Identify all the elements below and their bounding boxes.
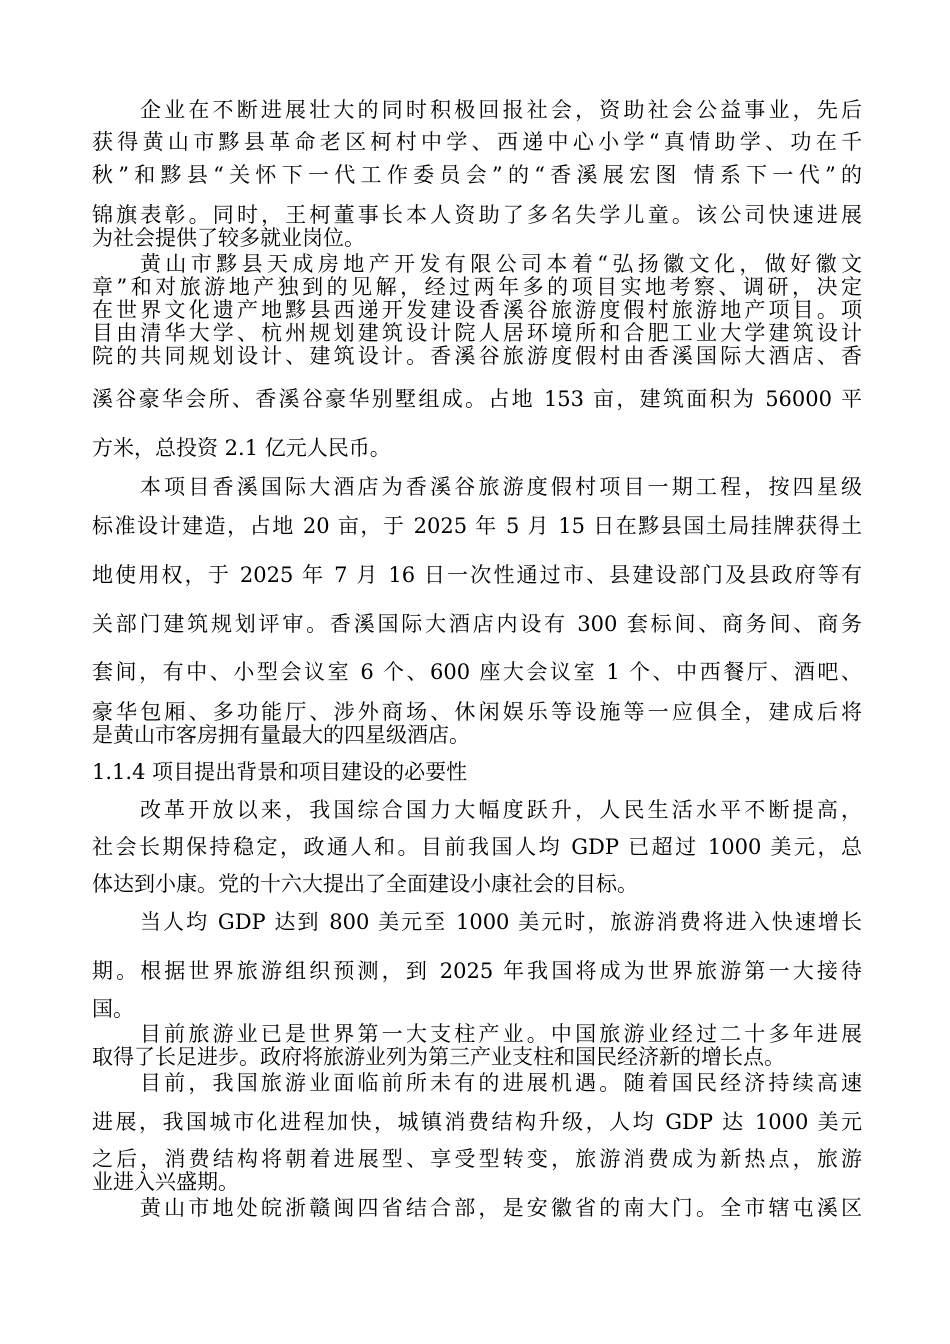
text-line: 秋”和黟县“关怀下一代工作委员会”的“香溪展宏图 情系下一代”的 [92, 163, 862, 187]
section-heading: 1.1.4 项目提出背景和项目建设的必要性 [92, 760, 468, 784]
text-line: 黄山市地处皖浙赣闽四省结合部，是安徽省的南大门。全市辖屯溪区 [140, 1196, 862, 1220]
text-line: 社会长期保持稳定，政通人和。目前我国人均 GDP 已超过 1000 美元，总 [92, 835, 862, 859]
text-line: 黄山市黟县天成房地产开发有限公司本着“弘扬徽文化，做好徽文 [140, 252, 862, 276]
text-line: 在世界文化遗产地黟县西递开发建设香溪谷旅游度假村旅游地产项目。项 [92, 298, 862, 322]
text-line: 院的共同规划设计、建筑设计。香溪谷旅游度假村由香溪国际大酒店、香 [92, 344, 862, 368]
text-line: 体达到小康。党的十六大提出了全面建设小康社会的目标。 [92, 872, 638, 896]
text-line: 是黄山市客房拥有量最大的四星级酒店。 [92, 723, 470, 747]
text-line: 国。 [92, 997, 134, 1021]
text-line: 标准设计建造，占地 20 亩，于 2025 年 5 月 15 日在黟县国土局挂牌获得土 [92, 514, 862, 538]
text-line: 本项目香溪国际大酒店为香溪谷旅游度假村项目一期工程，按四星级 [140, 475, 862, 499]
text-line: 期。根据世界旅游组织预测，到 2025 年我国将成为世界旅游第一大接待 [92, 959, 862, 983]
text-line: 锦旗表彰。同时，王柯董事长本人资助了多名失学儿童。该公司快速进展 [92, 203, 862, 227]
text-line: 目前，我国旅游业面临前所未有的进展机遇。随着国民经济持续高速 [140, 1071, 862, 1095]
text-line: 溪谷豪华会所、香溪谷豪华别墅组成。占地 153 亩，建筑面积为 56000 平 [92, 387, 862, 411]
text-line: 章”和对旅游地产独到的见解，经过两年多的项目实地考察、调研，决定 [92, 275, 862, 299]
text-line: 取得了长足进步。政府将旅游业列为第三产业支柱和国民经济新的增长点。 [92, 1045, 785, 1069]
text-line: 业进入兴盛期。 [92, 1170, 239, 1194]
text-line: 当人均 GDP 达到 800 美元至 1000 美元时，旅游消费将进入快速增长 [140, 910, 862, 934]
text-line: 豪华包厢、多功能厅、涉外商场、休闲娱乐等设施等一应俱全，建成后将 [92, 700, 862, 724]
text-line: 方米，总投资 2.1 亿元人民币。 [92, 436, 391, 460]
text-line: 获得黄山市黟县革命老区柯村中学、西递中心小学“真情助学、功在千 [92, 130, 862, 154]
text-line: 企业在不断进展壮大的同时积极回报社会，资助社会公益事业，先后 [140, 98, 862, 122]
text-line: 之后，消费结构将朝着进展型、享受型转变，旅游消费成为新热点，旅游 [92, 1147, 862, 1171]
text-line: 进展，我国城市化进程加快，城镇消费结构升级，人均 GDP 达 1000 美元 [92, 1110, 862, 1134]
text-line: 套间，有中、小型会议室 6 个、600 座大会议室 1 个、中西餐厅、酒吧、 [92, 660, 862, 684]
text-line: 地使用权，于 2025 年 7 月 16 日一次性通过市、县建设部门及县政府等有 [92, 563, 862, 587]
text-line: 目前旅游业已是世界第一大支柱产业。中国旅游业经过二十多年进展 [140, 1022, 862, 1046]
text-line: 目由清华大学、杭州规划建筑设计院人居环境所和合肥工业大学建筑设计 [92, 321, 862, 345]
text-line: 为社会提供了较多就业岗位。 [92, 226, 365, 250]
text-line: 改革开放以来，我国综合国力大幅度跃升，人民生活水平不断提高， [140, 798, 862, 822]
text-line: 关部门建筑规划评审。香溪国际大酒店内设有 300 套标间、商务间、商务 [92, 612, 862, 636]
